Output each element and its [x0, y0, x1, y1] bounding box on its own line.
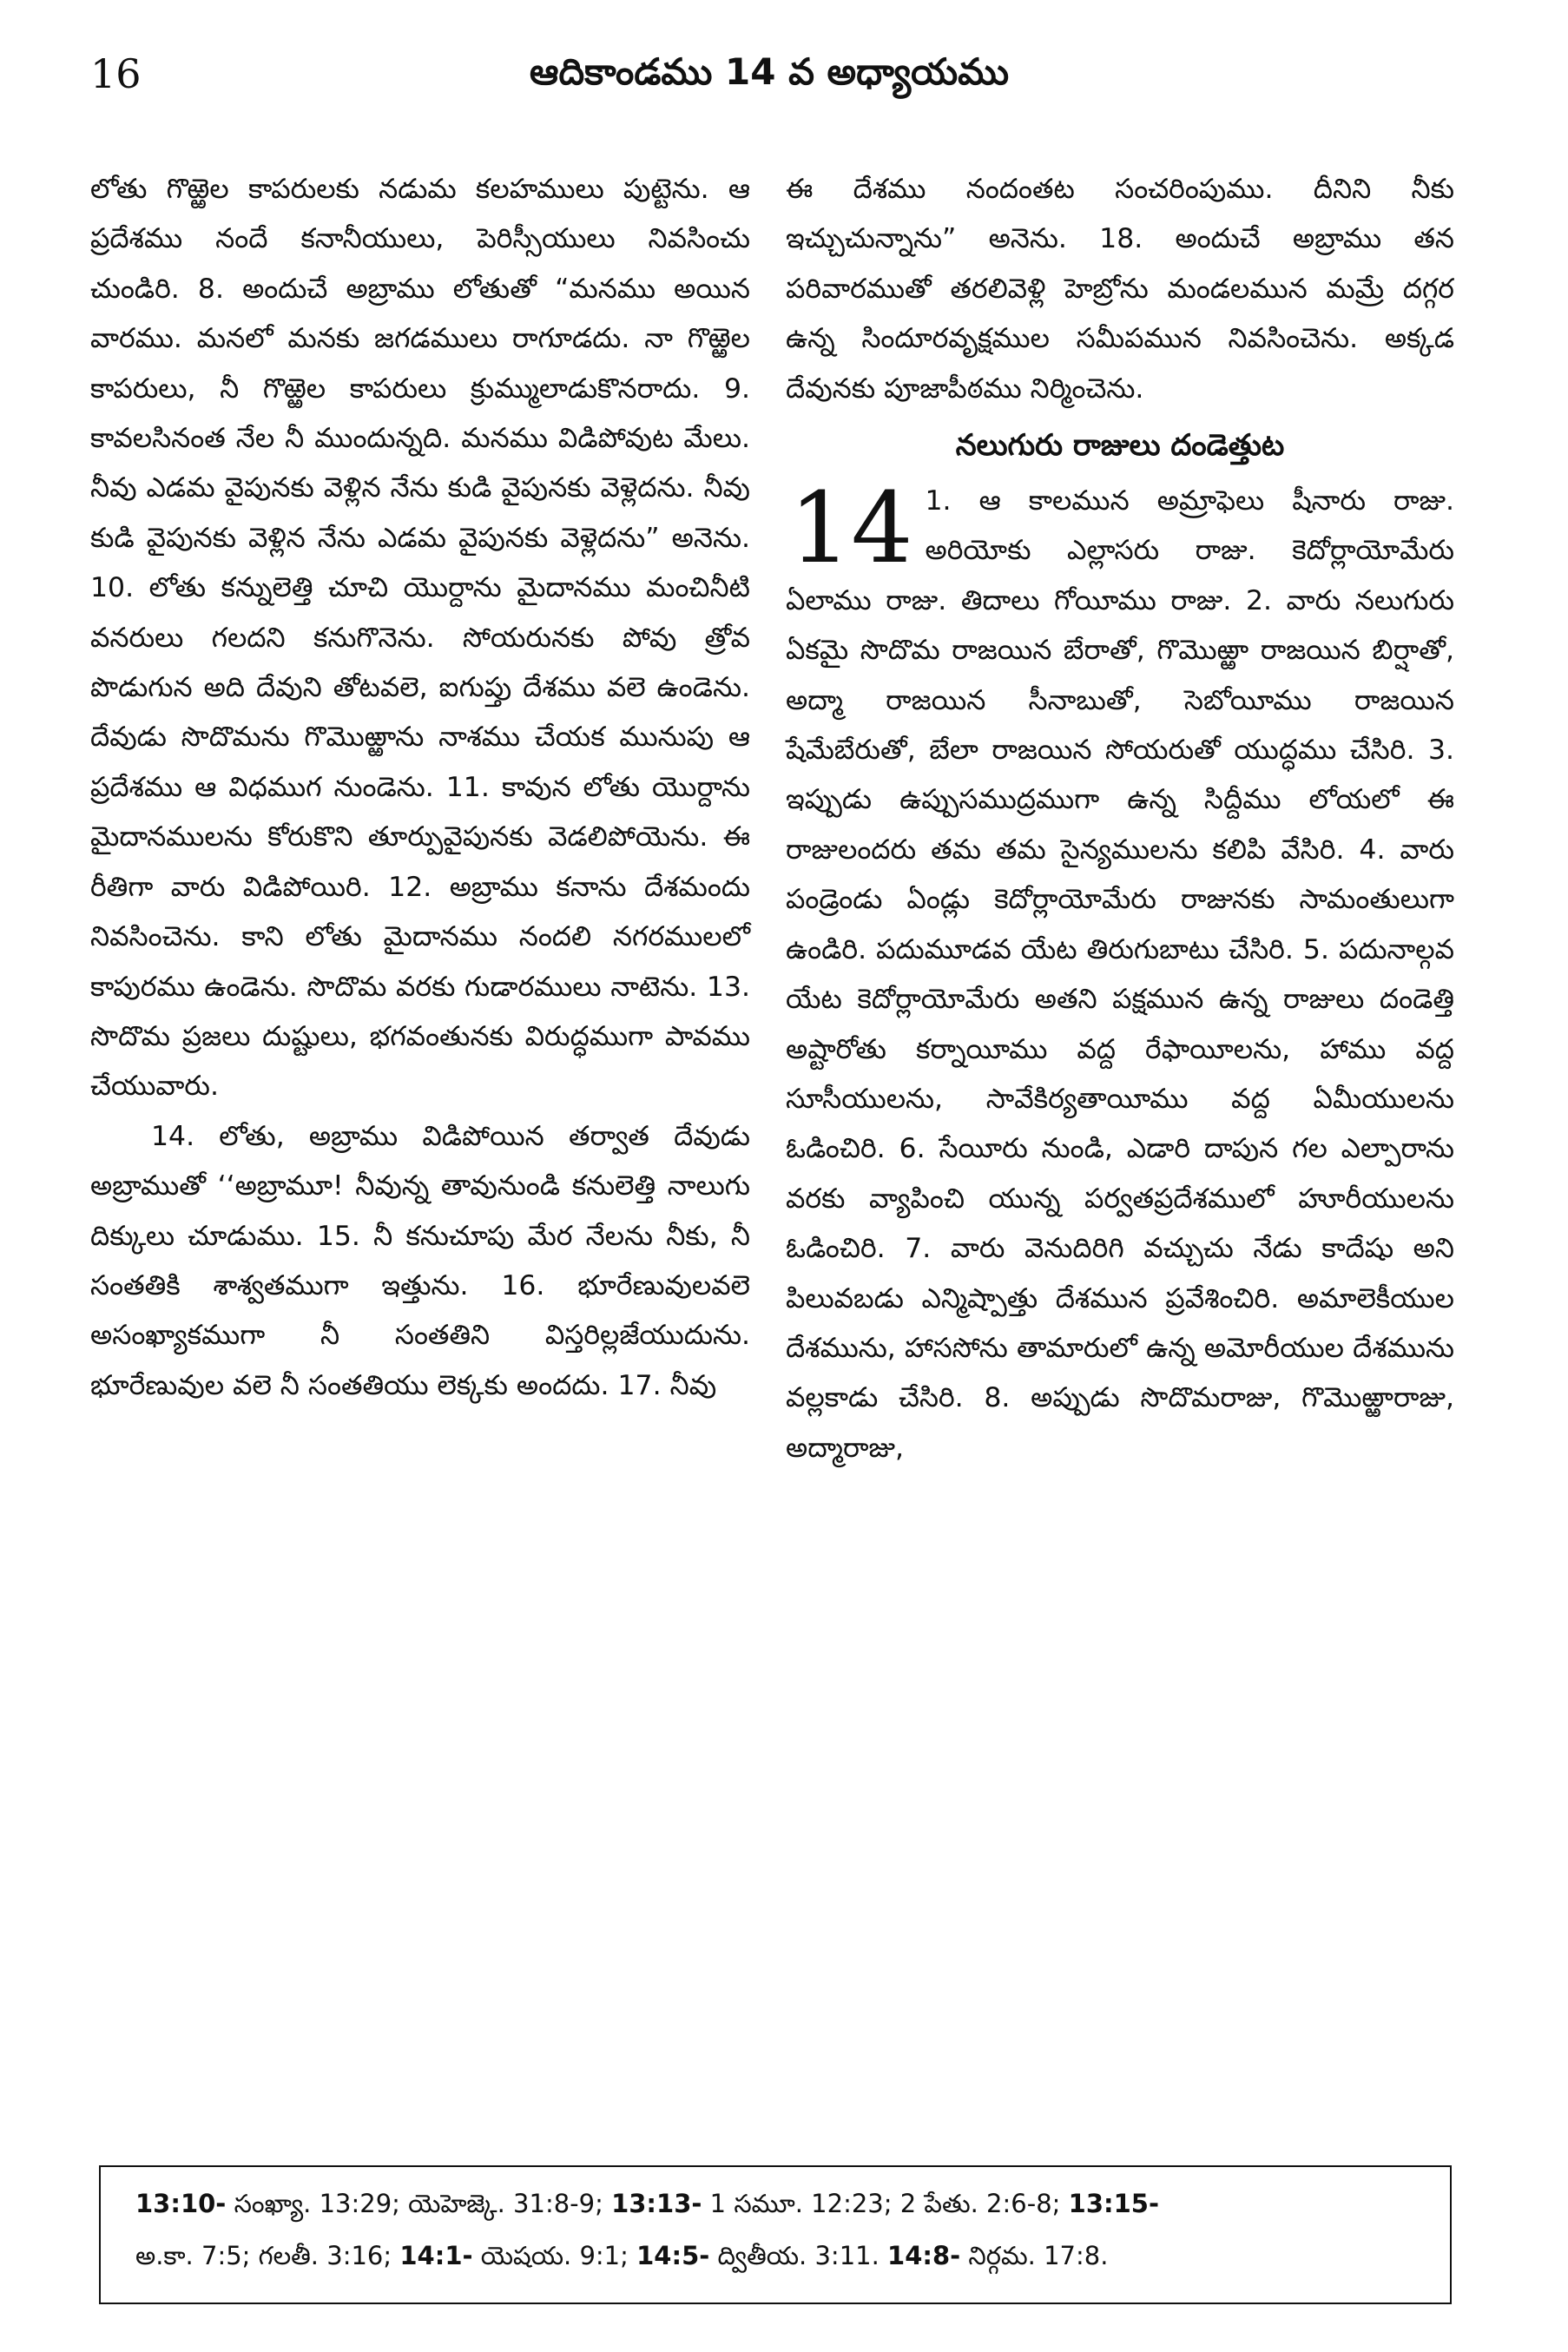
footnote-text: యెషయ. 9:1;	[472, 2241, 637, 2270]
footnote-ref: 13:13-	[611, 2189, 702, 2218]
footnote-ref: 14:1-	[399, 2241, 473, 2270]
footnote-ref: 14:5-	[636, 2241, 710, 2270]
footnote-text: సంఖ్యా. 13:29; యెహెజ్కె. 31:8-9;	[226, 2189, 612, 2218]
footnote-line	[135, 2230, 1433, 2282]
footnote-text: 1 సమూ. 12:23; 2 పేతు. 2:6-8;	[702, 2189, 1069, 2218]
page-number: 16	[90, 50, 142, 97]
chapter-number: 14	[789, 472, 913, 586]
right-column	[786, 165, 1454, 1473]
footnote-text: ద్వితీయ. 3:11.	[709, 2241, 888, 2270]
left-column	[90, 165, 750, 1411]
running-head: ఆదికాండము 14 వ అధ్యాయము	[529, 50, 1010, 93]
footnote-ref: 13:15-	[1068, 2189, 1159, 2218]
footnote-ref: 14:8-	[887, 2241, 961, 2270]
footnote-ref: 13:10-	[135, 2189, 227, 2218]
chapter-14-text: 1. ఆ కాలమున అమ్రాఫెలు షీనారు రాజు. అరియోకు ఎల్లాసరు రాజు. కెదోర్లాయోమేరు ఏలాము రాజు. తిదాలు గోయీము రాజు. 2. వారు నలుగురు ఏకమై సొదొమ రాజయిన బేరాతో, గొమొఱ్ఱా రాజయిన బిర్షాతో, అద్మా రాజయిన సీనాబుతో, సెబోయీము రాజయిన షేమేబేరుతో, బేలా రాజయిన సోయరుతో యుద్ధము చేసిరి. 3. ఇప్పుడు ఉప్పుసముద్రముగా ఉన్న సిద్దీము లోయలో ఈ రాజులందరు తమ తమ సైన్యములను కలిపి వేసిరి. 4. వారు పండ్రెండు ఏండ్లు కెదోర్లాయోమేరు రాజునకు సామంతులుగా ఉండిరి. పదుమూడవ యేట తిరుగుబాటు చేసిరి. 5. పదునాల్గవ యేట కెదోర్లాయోమేరు అతని పక్షమున ఉన్న రాజులు దండెత్తి అష్టారోతు కర్నాయీము వద్ద రేఫాయీలను, హాము వద్ద సూసీయులను, సావేకిర్యతాయీము వద్ద ఏమీయులను ఓడించిరి. 6. సేయీరు నుండి, ఎడారి దాపున గల ఎల్పారాను వరకు వ్యాపించి యున్న పర్వతప్రదేశములో హూరీయులను ఓడించిరి. 7. వారు వెనుదిరిగి వచ్చుచు నేడు కాదేషు అని పిలువబడు ఎన్మిష్పాత్తు దేశమున ప్రవేశించిరి. అమాలెకీయుల దేశమును, హాససోను తామారులో ఉన్న అమోరీయుల దేశమును వల్లకాడు చేసిరి. 8. అప్పుడు సొదొమరాజు, గొమొఱ్ఱారాజు, అద్మారాజు,	[786, 485, 1454, 1464]
cross-reference-box	[99, 2165, 1452, 2304]
footnote-line	[135, 2177, 1433, 2230]
left-paragraph-1: లోతు గొఱ్ఱెల కాపరులకు నడుమ కలహములు పుట్టెను. ఆ ప్రదేశము నందే కనానీయులు, పెరిస్సీయులు నివసించు చుండిరి. 8. అందుచే అబ్రాము లోతుతో “మనము అయిన వారము. మనలో మనకు జగడములు రాగూడదు. నా గొఱ్ఱెల కాపరులు, నీ గొఱ్ఱెల కాపరులు క్రుమ్ములాడుకొనరాదు. 9. కావలసినంత నేల నీ ముందున్నది. మనము విడిపోవుట మేలు. నీవు ఎడమ వైపునకు వెళ్లిన నేను కుడి వైపునకు వెళ్లెదను. నీవు కుడి వైపునకు వెళ్లిన నేను ఎడమ వైపునకు వెళ్లెదను” అనెను. 10. లోతు కన్నులెత్తి చూచి యొర్దాను మైదానము మంచినీటి వనరులు గలదని కనుగొనెను. సోయరునకు పోవు త్రోవ పొడుగున అది దేవుని తోటవలె, ఐగుప్తు దేశము వలె ఉండెను. దేవుడు సొదొమను గొమొఱ్ఱాను నాశము చేయక మునుపు ఆ ప్రదేశము ఆ విధముగ నుండెను. 11. కావున లోతు యొర్దాను మైదానములను కోరుకొని తూర్పువైపునకు వెడలిపోయెను. ఈ రీతిగా వారు విడిపోయిరి. 12. అబ్రాము కనాను దేశమందు నివసించెను. కాని లోతు మైదానము నందలి నగరములలో కాపురము ఉండెను. సొదొమ వరకు గుడారములు నాటెను. 13. సొదొమ ప్రజలు దుష్టులు, భగవంతునకు విరుద్ధముగా పావము చేయువారు.	[90, 174, 750, 1103]
right-paragraph-2	[786, 472, 1454, 1473]
section-heading: నలుగురు రాజులు దండెత్తుట	[955, 428, 1285, 464]
right-paragraph-1: ఈ దేశము నందంతట సంచరింపుము. దీనిని నీకు ఇచ్చుచున్నాను” అనెను. 18. అందుచే అబ్రాము తన పరివారముతో తరలివెళ్లి హెబ్రోను మండలమున మమ్రే దగ్గర ఉన్న సిందూరవృక్షముల సమీపమున నివసించెను. అక్కడ దేవునకు పూజాపీఠము నిర్మించెను.	[786, 174, 1454, 405]
footnote-text: నిర్గమ. 17:8.	[960, 2241, 1109, 2270]
page-header	[83, 50, 1455, 111]
left-paragraph-2: 14. లోతు, అబ్రాము విడిపోయిన తర్వాత దేవుడు అబ్రాముతో ‘‘అబ్రామూ! నీవున్న తావునుండి కనులెత్తి నాలుగు దిక్కులు చూడుము. 15. నీ కనుచూపు మేర నేలను నీకు, నీ సంతతికి శాశ్వతముగా ఇత్తును. 16. భూరేణువులవలె అసంఖ్యాకముగా నీ సంతతిని విస్తరిల్లజేయుదును. భూరేణువుల వలె నీ సంతతియు లెక్కకు అందదు. 17. నీవు	[90, 1120, 750, 1401]
footnote-text: అ.కా. 7:5; గలతీ. 3:16;	[135, 2241, 400, 2270]
